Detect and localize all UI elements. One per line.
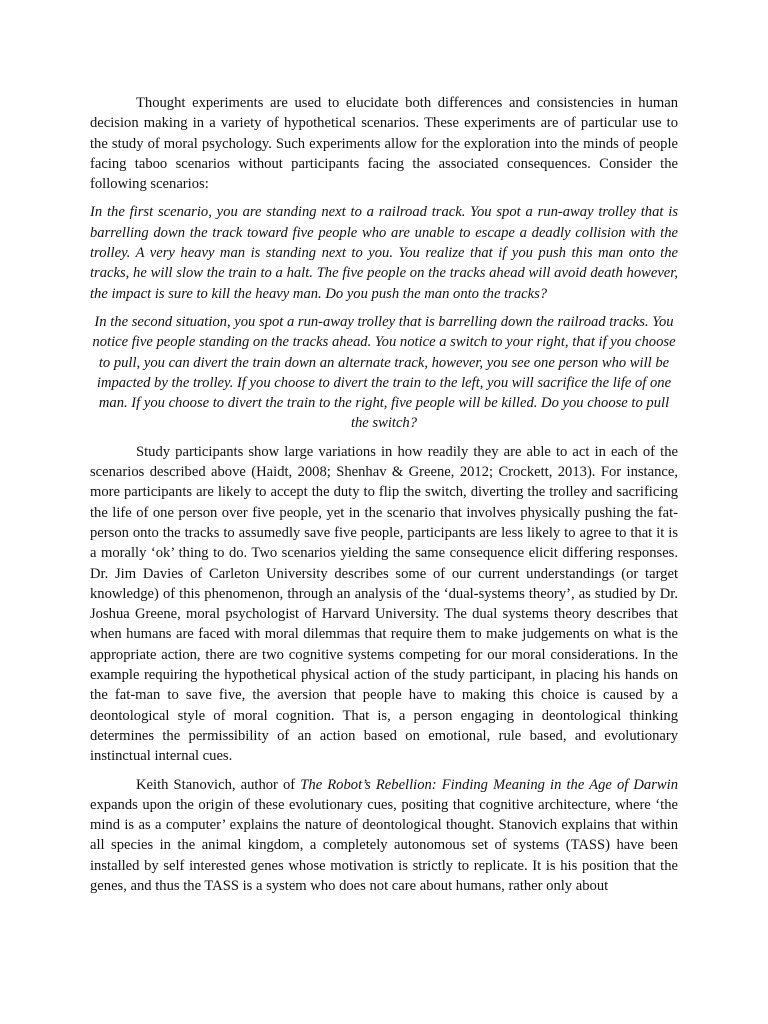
discussion-paragraph: Study participants show large variations in how readily they are able to act in each of the scenarios described above (Haidt, 2008; Shenhav & Greene, 2012; Crockett, 2013). For instance, more participants are likely to accept the duty to flip the switch, diverting the trolley and sacrificing the life of one person over five people, yet in the scenario that involves physically pushing the fat-person onto the tracks to assumedly save five people, participants are less likely to agree to that it is a morally ‘ok’ thing to do. Two scenarios yielding the same consequence elicit differing responses. Dr. Jim Davies of Carleton University describes some of our current understandings (or target knowledge) of this phenomenon, through an analysis of the ‘dual-systems theory’, as studied by Dr. Joshua Greene, moral psychologist of Harvard University. The dual systems theory describes that when humans are faced with moral dilemmas that require them to make judgements on what is the appropriate action, there are two cognitive systems competing for our moral considerations. In the example requiring the hypothetical physical action of the study participant, in placing his hands on the fat-man to save five, the aversion that people have to making this choice is caused by a deontological style of moral cognition. That is, a person engaging in deontological thinking determines the permissibility of an action based on emotional, rule based, and evolutionary instinctual internal cues. (90, 443, 678, 765)
stanovich-rest-text: expands upon the origin of these evolutionary cues, positing that cognitive architecture, where ‘the mind is as a computer’ explains the nature of deontological thought. Stanovich explains that within all species in the animal kingdom, a completely autonomous set of systems (TASS) have been installed by self interested genes whose motivation is strictly to replicate. It is his position that the genes, and thus the TASS is a system who does not care about humans, rather only about (90, 796, 678, 894)
stanovich-lead-text: Keith Stanovich, author of (136, 776, 301, 793)
document-page (90, 93, 678, 904)
scenario-two-paragraph: In the second situation, you spot a run-away trolley that is barrelling down the railroad tracks. You notice five people standing on the tracks ahead. You notice a switch to your right, that if you choose to pull, you can divert the train down an alternate track, however, you see one person who will be impacted by the trolley. If you choose to divert the train to the left, you will sacrifice the life of one man. If you choose to divert the train to the right, five people will be killed. Do you choose to pull the switch? (92, 313, 676, 432)
book-title: The Robot’s Rebellion: Finding Meaning in the Age of Darwin (300, 776, 678, 793)
stanovich-paragraph (90, 775, 678, 897)
intro-paragraph: Thought experiments are used to elucidate both differences and consistencies in human decision making in a variety of hypothetical scenarios. These experiments are of particular use to the study of moral psychology. Such experiments allow for the exploration into the minds of people facing taboo scenarios without participants facing the associated consequences. Consider the following scenarios: (90, 95, 678, 193)
scenario-one-paragraph: In the first scenario, you are standing next to a railroad track. You spot a run-away trolley that is barrelling down the track toward five people who are unable to escape a deadly collision with the trolley. A very heavy man is standing next to you. You realize that if you push this man onto the tracks, he will slow the train to a halt. The five people on the tracks ahead will avoid death however, the impact is sure to kill the heavy man. Do you push the man onto the tracks? (90, 204, 678, 302)
